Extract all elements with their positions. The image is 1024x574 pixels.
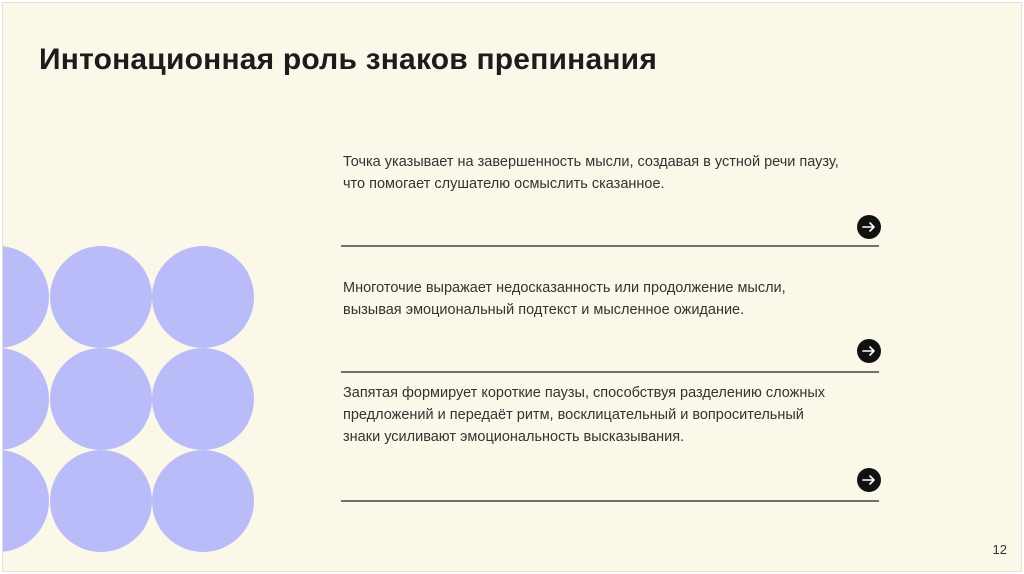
decorative-circle xyxy=(50,348,152,450)
decorative-circle-grid xyxy=(3,3,263,571)
decorative-circle xyxy=(2,246,49,348)
list-item-text: Многоточие выражает недосказанность или продолжение мысли, вызывая эмоциональный подтекст и мысленное ожидание. xyxy=(343,280,786,318)
slide xyxy=(2,2,1022,572)
list-item-text: Точка указывает на завершенность мысли, создавая в устной речи паузу, что помогает слушателю осмыслить сказанное. xyxy=(343,154,839,192)
arrow-right-icon[interactable] xyxy=(857,215,881,239)
decorative-circle xyxy=(152,348,254,450)
decorative-circle xyxy=(2,348,49,450)
page-number: 12 xyxy=(992,542,1007,557)
list-item xyxy=(341,382,879,502)
decorative-circle xyxy=(50,246,152,348)
decorative-circle xyxy=(152,246,254,348)
arrow-right-icon[interactable] xyxy=(857,339,881,363)
decorative-circle xyxy=(152,450,254,552)
arrow-right-icon[interactable] xyxy=(857,468,881,492)
list-item xyxy=(341,151,879,247)
list-item-text: Запятая формирует короткие паузы, способствуя разделению сложных предложений и передаёт ритм, восклицательный и вопросительный знаки усиливают эмоциональность высказывания. xyxy=(343,385,826,445)
slide-title: Интонационная роль знаков препинания xyxy=(39,43,658,76)
decorative-circle xyxy=(50,450,152,552)
list-item xyxy=(341,277,879,373)
decorative-circle xyxy=(2,450,49,552)
